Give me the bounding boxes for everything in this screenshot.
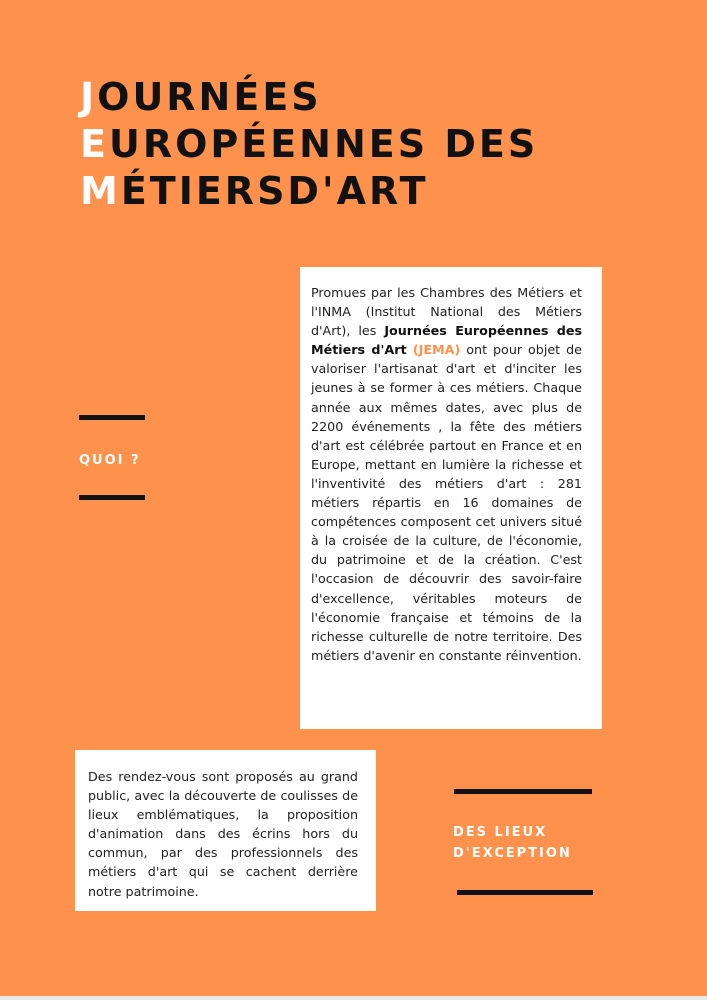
title-line-3	[80, 168, 538, 215]
title-initial-1: J	[80, 75, 98, 119]
quoi-body-text: ont pour objet de valoriser l'artisanat d'art et d'inciter les jeunes à se former à ces métiers. Chaque année aux mêmes dates, avec plus de 2200 événements , la fête des métiers d'art est célébrée partout en France et en Europe, mettant en lumière la richesse et l'inventivité des métiers d'art : 281 métiers répartis en 16 domaines de compétences composent cet univers situé à la croisée de la culture, de l'économie, du patrimoine et de la création. C'est l'occasion de découvrir des savoir-faire d'excellence, véritables moteurs de l'économie française et témoins de la richesse culturelle de notre territoire. Des métiers d'avenir en constante réinvention.	[311, 342, 582, 663]
lieux-bottom-divider	[457, 890, 593, 895]
quoi-label: QUOI ?	[79, 453, 141, 468]
title-line-2	[80, 121, 538, 168]
title-rest-3: ÉTIERSD'ART	[120, 169, 429, 213]
lieux-label-line-2: D'EXCEPTION	[453, 846, 572, 861]
lieux-label-line-1: DES LIEUX	[453, 825, 548, 840]
title-initial-3: M	[80, 169, 121, 213]
jema-full-name: Journées Européennes des Métiers d'Art	[311, 323, 582, 358]
title-rest-1: OURNÉES	[97, 75, 322, 119]
quoi-intro-text: Promues par les Chambres des Métiers et l'INMA (Institut National des Métiers d'Art), les	[311, 285, 582, 339]
quoi-text-box	[300, 267, 602, 729]
jema-acronym: (JEMA)	[406, 342, 461, 358]
title-rest-2: UROPÉENNES DES	[108, 122, 539, 166]
title-line-1	[80, 74, 538, 121]
quoi-bottom-divider	[79, 495, 145, 500]
quoi-top-divider	[79, 415, 145, 420]
lieux-text-box	[75, 750, 376, 911]
lieux-body-text: Des rendez-vous sont proposés au grand public, avec la découverte de coulisses de lieux emblématiques, la proposition d'animation dans des écrins hors du commun, par des professionnels des métiers d'art qui se cachent derrière notre patrimoine.	[88, 769, 358, 899]
page-title	[80, 74, 538, 215]
page-bottom-edge	[0, 996, 707, 1000]
lieux-label	[453, 822, 572, 864]
title-initial-2: E	[80, 122, 109, 166]
lieux-top-divider	[454, 789, 592, 794]
